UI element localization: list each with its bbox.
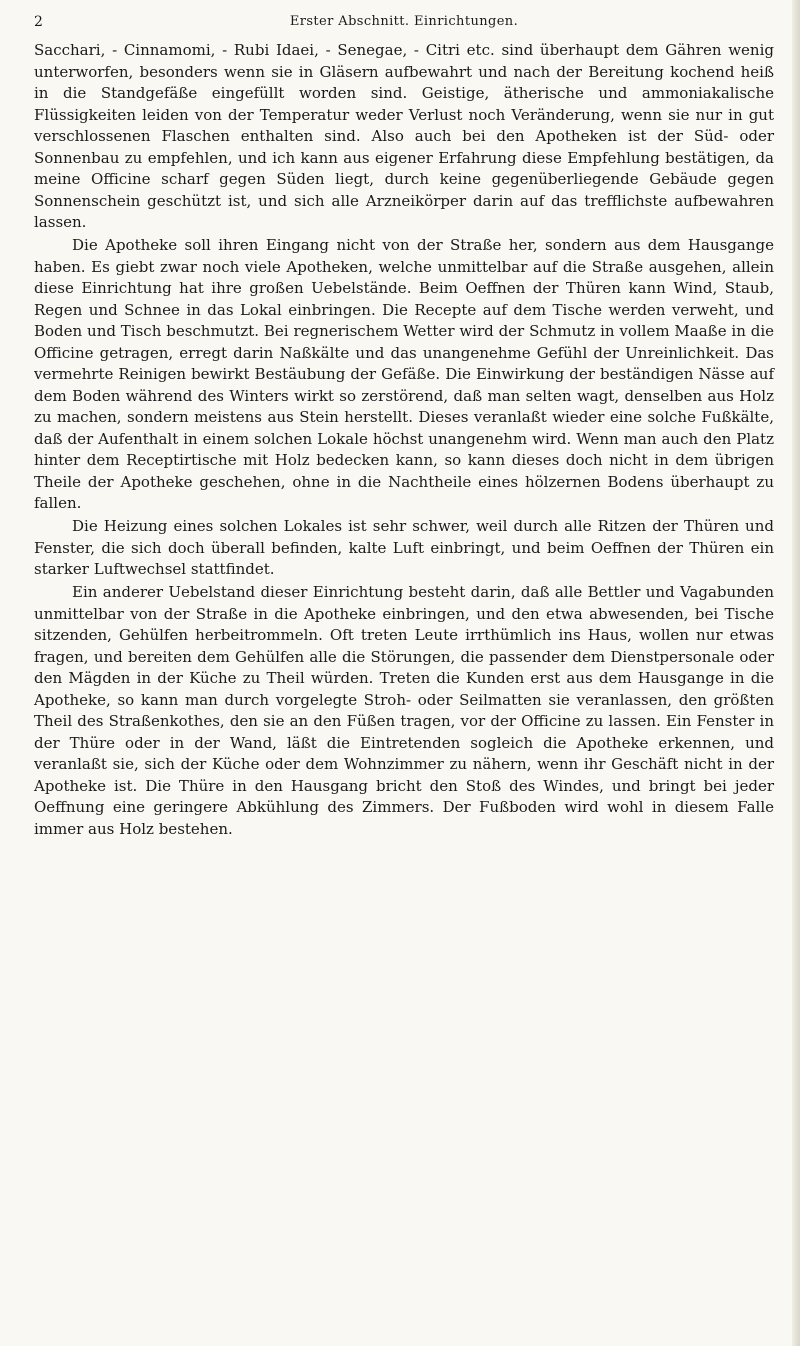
paragraph-3: Die Heizung eines solchen Lokales ist sehr schwer, weil durch alle Ritzen der Thüren und Fenster, die sich doch überall befinden, kalte Luft einbringt, und beim Oeffnen der Thüren ein starker Luftwechsel stattfindet. bbox=[34, 517, 774, 578]
paragraph-4: Ein anderer Uebelstand dieser Einrichtung besteht darin, daß alle Bettler und Vagabunden unmittelbar von der Straße in die Apotheke einbringen, und den etwa abwesenden, bei Tische sitzenden, Gehülfen herbeitrommeln. Oft treten Leute irrthümlich ins Haus, wollen nur etwas fragen, und bereiten dem Gehülfen alle die Störungen, die passender dem Dienstpersonale oder den Mägden in der Küche zu Theil würden. Treten die Kunden erst aus dem Hausgange in die Apotheke, so kann man durch vorgelegte Stroh- oder Seilmatten sie veranlassen, den größten Theil des Straßenkothes, den sie an den Füßen tragen, vor der Officine zu lassen. Ein Fenster in der Thüre oder in der Wand, läßt die Eintretenden sogleich die Apotheke erkennen, und veranlaßt sie, sich der Küche oder dem Wohnzimmer zu nähern, wenn ihr Geschäft nicht in der Apotheke ist. Die Thüre in den Hausgang bricht den Stoß des Windes, und bringt bei jeder Oeffnung eine geringere Abkühlung des Zimmers. Der Fußboden wird wohl in diesem Falle immer aus Holz bestehen. bbox=[34, 583, 774, 838]
text-body bbox=[34, 40, 774, 842]
page-edge-shadow bbox=[792, 0, 800, 1346]
paragraph-1: Sacchari, - Cinnamomi, - Rubi Idaei, - Senegae, - Citri etc. sind überhaupt dem Gähren wenig unterworfen, besonders wenn sie in Gläsern aufbewahrt und nach der Bereitung kochend heiß in die Standgefäße eingefüllt worden sind. Geistige, ätherische und ammoniakalische Flüssigkeiten leiden von der Temperatur weder Verlust noch Veränderung, wenn sie nur in gut verschlossenen Flaschen enthalten sind. Also auch bei den Apotheken ist der Süd- oder Sonnenbau zu empfehlen, und ich kann aus eigener Erfahrung diese Empfehlung bestätigen, da meine Officine scharf gegen Süden liegt, durch keine gegenüberliegende Gebäude gegen Sonnenschein geschützt ist, und sich alle Arzneikörper darin auf das trefflichste aufbewahren lassen. bbox=[34, 41, 774, 231]
paragraph-2: Die Apotheke soll ihren Eingang nicht von der Straße her, sondern aus dem Hausgange haben. Es giebt zwar noch viele Apotheken, welche unmittelbar auf die Straße ausgehen, allein diese Einrichtung hat ihre großen Uebelstände. Beim Oeffnen der Thüren kann Wind, Staub, Regen und Schnee in das Lokal einbringen. Die Recepte auf dem Tische werden verweht, und Boden und Tisch beschmutzt. Bei regnerischem Wetter wird der Schmutz in vollem Maaße in die Officine getragen, erregt darin Naßkälte und das unangenehme Gefühl der Unreinlichkeit. Das vermehrte Reinigen bewirkt Bestäubung der Gefäße. Die Einwirkung der beständigen Nässe auf dem Boden während des Winters wirkt so zerstörend, daß man selten wagt, denselben aus Holz zu machen, sondern meistens aus Stein herstellt. Dieses veranlaßt wieder eine solche Fußkälte, daß der Aufenthalt in einem solchen Lokale höchst unangenehm wird. Wenn man auch den Platz hinter dem Receptirtische mit Holz bedecken kann, so kann dieses doch nicht in dem übrigen Theile der Apotheke geschehen, ohne in die Nachtheile eines hölzernen Bodens überhaupt zu fallen. bbox=[34, 236, 774, 512]
page-number: 2 bbox=[34, 14, 43, 30]
page-header bbox=[34, 12, 774, 34]
running-title: Erster Abschnitt. Einrichtungen. bbox=[289, 14, 519, 29]
